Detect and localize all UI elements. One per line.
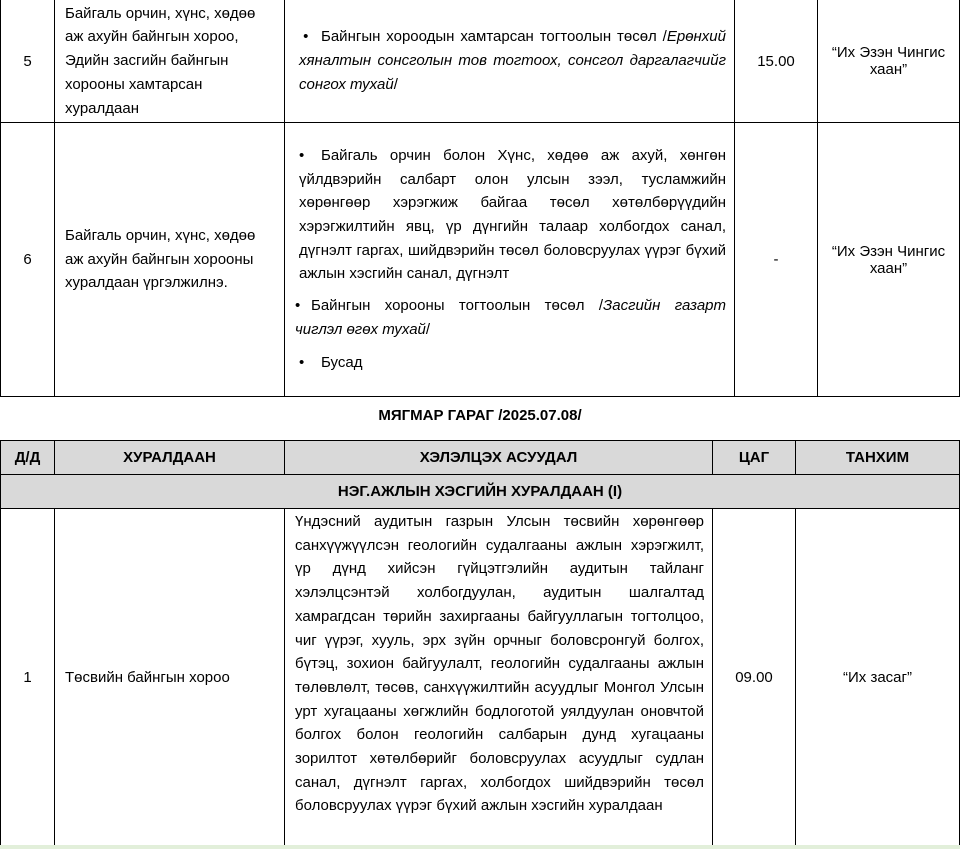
day-heading: МЯГМАР ГАРАГ /2025.07.08/ bbox=[378, 407, 582, 424]
meeting-hall: “Их Эзэн Чингис хаан” bbox=[818, 0, 960, 123]
agenda-item-italic: Засгийн газарт чиглэл өгөх тухай bbox=[295, 297, 727, 338]
agenda-cell bbox=[285, 123, 735, 397]
agenda-item-text: Бусад bbox=[321, 354, 363, 372]
meeting-time: 09.00 bbox=[713, 509, 796, 847]
header-row bbox=[1, 441, 960, 475]
bullet-icon: • bbox=[299, 146, 305, 164]
agenda-item-italic: Ерөнхий хяналтын сонсголын тов тогтоох, сонсгол даргалагчийг сонгох тухай bbox=[299, 28, 726, 93]
agenda-item-text: Байнгын хороодын хамтарсан тогтоолын төсөл / bbox=[321, 28, 667, 46]
header-meeting: ХУРАЛДААН bbox=[55, 441, 285, 475]
header-time: ЦАГ bbox=[713, 441, 796, 475]
header-agenda: ХЭЛЭЛЦЭХ АСУУДАЛ bbox=[285, 441, 713, 475]
row-number: 5 bbox=[1, 0, 55, 123]
table-row bbox=[1, 123, 960, 397]
section-row bbox=[1, 475, 960, 509]
agenda-item-tail: / bbox=[393, 75, 398, 93]
table-row bbox=[1, 509, 960, 847]
meeting-time: 15.00 bbox=[735, 0, 818, 123]
agenda-item bbox=[295, 294, 726, 341]
agenda-item-tail: / bbox=[425, 320, 431, 338]
meeting-name: Байгаль орчин, хүнс, хөдөө аж ахуйн байнгын хорооны хуралдаан үргэлжилнэ. bbox=[55, 123, 285, 397]
bullet-icon: • bbox=[299, 28, 309, 46]
header-hall: ТАНХИМ bbox=[796, 441, 960, 475]
meeting-time: - bbox=[735, 123, 818, 397]
header-num: Д/Д bbox=[1, 441, 55, 475]
agenda-item-text: Байнгын хорооны тогтоолын төсөл / bbox=[311, 297, 604, 315]
agenda-cell: Үндэсний аудитын газрын Улсын төсвийн хөрөнгөөр санхүүжүүлсэн геологийн судалгааны ажлын хэрэгжилт, үр дүнд хийсэн гүйцэтгэлийн аудитын тайланг хэлэлцсэнтэй холбогдуулан, аудитын шалгалтад хамрагдсан төрийн захиргааны байгууллагын тогтолцоо, чиг үүрэг, хууль, эрх зүйн орчныг боловсронгуй болгох, бүтэц, зохион байгуулалт, геологийн судалгааны ажлын төлөвлөлт, төсөв, санхүүжилтийн асуудлыг Монгол Улсын урт хугацааны хөгжлийн бодлоготой уялдуулан оновчтой болгох болон геологийн салбарын дунд хугацааны зорилтот хөтөлбөрийг боловсруулах асуудлыг судлан санал, дүгнэлт гаргах, холбогдох шийдвэрийн төсөл боловсруулах үүрэг бүхий ажлын хэсгийн хуралдаан bbox=[285, 509, 713, 847]
schedule-table bbox=[0, 440, 960, 847]
table-row bbox=[1, 0, 960, 123]
row-number: 1 bbox=[1, 509, 55, 847]
section-title: НЭГ.АЖЛЫН ХЭСГИЙН ХУРАЛДААН (I) bbox=[1, 475, 960, 509]
agenda-item bbox=[295, 351, 726, 375]
schedule-table-continued bbox=[0, 0, 960, 397]
row-number: 6 bbox=[1, 123, 55, 397]
agenda-cell bbox=[285, 0, 735, 123]
meeting-name: Байгаль орчин, хүнс, хөдөө аж ахуйн байнгын хороо, Эдийн засгийн байнгын хорооны хамтарсан хуралдаан bbox=[55, 0, 285, 123]
meeting-name: Төсвийн байнгын хороо bbox=[55, 509, 285, 847]
meeting-hall: “Их засаг” bbox=[796, 509, 960, 847]
meeting-hall: “Их Эзэн Чингис хаан” bbox=[818, 123, 960, 397]
next-section-strip bbox=[0, 845, 960, 849]
agenda-item bbox=[295, 144, 726, 286]
bullet-icon: • bbox=[299, 354, 305, 372]
agenda-item bbox=[299, 25, 726, 96]
agenda-item-text: Байгаль орчин болон Хүнс, хөдөө аж ахуй, хөнгөн үйлдвэрийн салбарт олон улсын зээл, тусламжийн хөрөнгөөр хэрэгжиж байгаа төсөл хөтөлбөрүүдийн хэрэгжилтийн явц, үр дүнгийн талаар холбогдох санал, дүгнэлт гаргах, шийдвэрийн төсөл боловсруулах үүрэг бүхий ажлын хэсгийн санал, дүгнэлт bbox=[299, 146, 726, 283]
bullet-icon: • bbox=[295, 297, 301, 315]
